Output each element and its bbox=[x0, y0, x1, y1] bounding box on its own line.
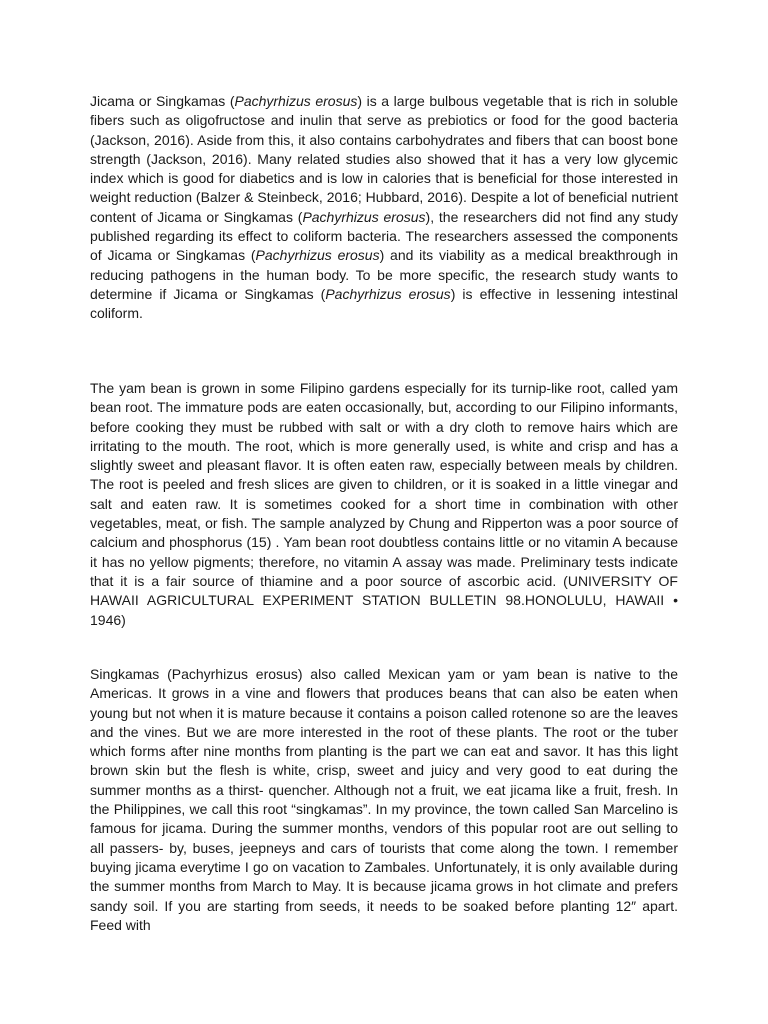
p1-text-5: ) is effective in lessening intestinal coliform. bbox=[90, 285, 678, 322]
p1-text-4: ) and its viability as a medical breakthrough in reducing pathogens in the human body. To be more specific, the research study wants to determine if Jicama or Singkamas ( bbox=[90, 247, 678, 302]
paragraph-jicama-intro bbox=[90, 92, 678, 324]
paragraph-yam-bean: The yam bean is grown in some Filipino gardens especially for its turnip-like root, called yam bean root. The immature pods are eaten occasionally, but, according to our Filipino informants, before cooking they must be rubbed with salt or with a dry cloth to remove hairs which are irritating to the mouth. The root, which is more generally used, is white and crisp and has a slightly sweet and pleasant flavor. It is often eaten raw, especially between meals by children. The root is peeled and fresh slices are given to children, or it is soaked in a little vinegar and salt and eaten raw. It is sometimes cooked for a short time in combination with other vegetables, meat, or fish. The sample analyzed by Chung and Ripperton was a poor source of calcium and phosphorus (15) . Yam bean root doubtless contains little or no vitamin A because it has no yellow pigments; therefore, no vitamin A assay was made. Preliminary tests indicate that it is a fair source of thiamine and a poor source of ascorbic acid. (UNIVERSITY OF HAWAII AGRICULTURAL EXPERIMENT STATION BULLETIN 98.HONOLULU, HAWAII • 1946) bbox=[90, 380, 678, 628]
paragraph-singkamas: Singkamas (Pachyrhizus erosus) also called Mexican yam or yam bean is native to the Americas. It grows in a vine and flowers that produces beans that can also be eaten when young but not when it is mature because it contains a poison called rotenone so are the leaves and the vines. But we are more interested in the root of these plants. The root or the tuber which forms after nine months from planting is the part we can eat and savor. It has this light brown skin but the flesh is white, crisp, sweet and juicy and very good to eat during the summer months as a thirst- quencher. Although not a fruit, we eat jicama like a fruit, fresh. In the Philippines, we call this root “singkamas”. In my province, the town called San Marcelino is famous for jicama. During the summer months, vendors of this popular root are out selling to all passers- by, buses, jeepneys and cars of tourists that come along the town. I remember buying jicama everytime I go on vacation to Zambales. Unfortunately, it is only available during the summer months from March to May. It is because jicama grows in hot climate and prefers sandy soil. If you are starting from seeds, it needs to be soaked before planting 12″ apart. Feed with bbox=[90, 666, 678, 933]
p1-text-2: ) is a large bulbous vegetable that is rich in soluble fibers such as oligofructose and inulin that serve as prebiotics or food for the good bacteria (Jackson, 2016). Aside from this, it also contains carbohydrates and fibers that can boost bone strength (Jackson, 2016). Many related studies also showed that it has a very low glycemic index which is good for diabetics and is low in calories that is beneficial for those interested in weight reduction (Balzer & Steinbeck, 2016; Hubbard, 2016). Despite a lot of beneficial nutrient content of Jicama or Singkamas ( bbox=[90, 93, 678, 225]
p1-text-3: ), the researchers did not find any study published regarding its effect to coliform bacteria. The researchers assessed the components of Jicama or Singkamas ( bbox=[90, 208, 678, 264]
scientific-name: Pachyrhizus erosus bbox=[302, 208, 426, 225]
scientific-name: Pachyrhizus erosus bbox=[255, 247, 380, 264]
scientific-name: Pachyrhizus erosus bbox=[234, 93, 358, 109]
scientific-name: Pachyrhizus erosus bbox=[325, 285, 451, 302]
p1-text-1: Jicama or Singkamas ( bbox=[90, 93, 235, 109]
